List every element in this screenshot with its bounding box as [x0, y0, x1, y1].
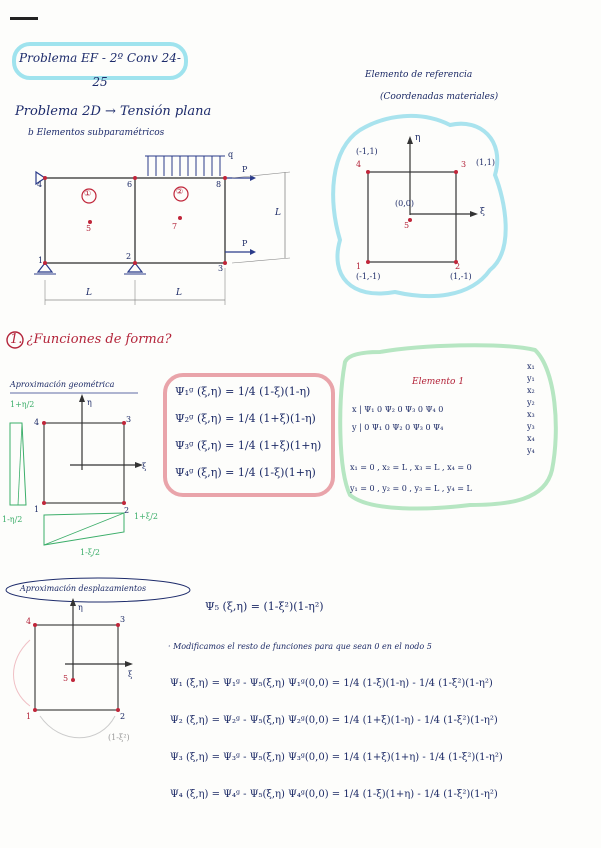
node-label: 5 [63, 674, 69, 683]
section-title: 1. ¿Funciones de forma? [10, 332, 172, 347]
dim-label: L [176, 288, 182, 298]
vector-entry: x₄ [527, 434, 535, 443]
xi-axis-label: ξ [142, 462, 147, 471]
element-label: ① [84, 189, 92, 198]
node-label: 5 [86, 224, 92, 233]
disp-formula: Ψ₂ (ξ,η) = Ψ₂ᵍ - Ψ₅(ξ,η) Ψ₂ᵍ(0,0) = 1/4 (1+ξ)(1-η) - 1/4 (1-ξ²)(1-η²) [170, 715, 498, 726]
vector-entry: x₁ [527, 362, 535, 371]
node-label: 2 [455, 262, 461, 271]
xi-axis-label: ξ [480, 207, 485, 217]
geom-formula: Ψ₁ᵍ (ξ,η) = 1/4 (1-ξ)(1-η) [175, 385, 311, 398]
vector-entry: y₃ [527, 422, 535, 431]
disp-note: · Modificamos el resto de funciones para que sean 0 en el nodo 5 [168, 642, 432, 651]
problem-heading: Problema 2D → Tensión plana [15, 104, 212, 119]
node-label: 3 [120, 615, 126, 624]
vector-entry: x₂ [527, 386, 535, 395]
node-label: 4 [37, 180, 43, 189]
node-label: 4 [26, 617, 32, 626]
coord-label: (1,1) [476, 158, 495, 167]
geom-formula: Ψ₂ᵍ (ξ,η) = 1/4 (1+ξ)(1-η) [175, 412, 316, 425]
node-label: 4 [356, 160, 362, 169]
node-label: 1 [34, 505, 40, 514]
coords-x: x₁ = 0 , x₂ = L , x₃ = L , x₄ = 0 [350, 463, 472, 472]
side-label: 1+ξ/2 [134, 512, 158, 521]
node-label: 1 [356, 262, 362, 271]
dim-label: L [275, 208, 281, 218]
reference-subtitle: (Coordenadas materiales) [380, 92, 499, 102]
node-label: 2 [126, 252, 132, 261]
node-label: 3 [218, 264, 224, 273]
node-label: 1 [26, 712, 32, 721]
xi-axis-label: ξ [128, 670, 133, 679]
coord-label: (-1,-1) [356, 272, 381, 281]
element-label: ② [176, 187, 184, 196]
eta-axis-label: η [415, 133, 421, 143]
node-label: 7 [172, 222, 178, 231]
vector-entry: x₃ [527, 410, 535, 419]
node-label: 3 [461, 160, 467, 169]
matrix-row: x | Ψ₁ 0 Ψ₂ 0 Ψ₃ 0 Ψ₄ 0 [352, 405, 444, 414]
load-label: q [228, 150, 234, 159]
node-label: 6 [127, 180, 133, 189]
eta-axis-label: η [78, 603, 83, 612]
eta-axis-label: η [87, 398, 92, 407]
node-label: 5 [404, 221, 410, 230]
vector-entry: y₄ [527, 446, 535, 455]
node-label: 1 [38, 256, 44, 265]
element1-title: Elemento 1 [412, 377, 465, 387]
side-label: 1+η/2 [10, 400, 35, 409]
side-label: 1-η/2 [2, 515, 23, 524]
disp-label: Aproximación desplazamientos [20, 584, 147, 593]
bottom-label: (1-ξ²) [108, 733, 130, 742]
node-label: 2 [124, 506, 130, 515]
node-label: 8 [216, 180, 222, 189]
side-label: 1-ξ/2 [80, 548, 100, 557]
coord-label: (0,0) [395, 199, 414, 208]
geom-label: Aproximación geométrica [10, 380, 115, 389]
reference-title: Elemento de referencia [365, 70, 473, 80]
node-label: 2 [120, 712, 126, 721]
node-label: 3 [126, 415, 132, 424]
load-label: P [242, 165, 248, 174]
matrix-row: y | 0 Ψ₁ 0 Ψ₂ 0 Ψ₃ 0 Ψ₄ [352, 423, 444, 432]
disp-formula: Ψ₁ (ξ,η) = Ψ₁ᵍ - Ψ₅(ξ,η) Ψ₁ᵍ(0,0) = 1/4 (1-ξ)(1-η) - 1/4 (1-ξ²)(1-η²) [170, 678, 493, 689]
geom-formula: Ψ₃ᵍ (ξ,η) = 1/4 (1+ξ)(1+η) [175, 439, 322, 452]
coord-label: (-1,1) [356, 147, 378, 156]
psi5-formula: Ψ₅ (ξ,η) = (1-ξ²)(1-η²) [205, 600, 324, 613]
vector-entry: y₁ [527, 374, 535, 383]
problem-sub: b Elementos subparamétricos [28, 128, 165, 138]
vector-entry: y₂ [527, 398, 535, 407]
dim-label: L [86, 288, 92, 298]
page-title: Problema EF - 2º Conv 24-25 [12, 42, 188, 80]
node-label: 4 [34, 418, 40, 427]
coord-label: (1,-1) [450, 272, 472, 281]
disp-formula: Ψ₃ (ξ,η) = Ψ₃ᵍ - Ψ₅(ξ,η) Ψ₃ᵍ(0,0) = 1/4 (1+ξ)(1+η) - 1/4 (1-ξ²)(1-η²) [170, 752, 503, 763]
coords-y: y₁ = 0 , y₂ = 0 , y₃ = L , y₄ = L [350, 484, 472, 493]
load-label: P [242, 239, 248, 248]
disp-formula: Ψ₄ (ξ,η) = Ψ₄ᵍ - Ψ₅(ξ,η) Ψ₄ᵍ(0,0) = 1/4 (1-ξ)(1+η) - 1/4 (1-ξ²)(1-η²) [170, 789, 498, 800]
geom-formula: Ψ₄ᵍ (ξ,η) = 1/4 (1-ξ)(1+η) [175, 466, 316, 479]
